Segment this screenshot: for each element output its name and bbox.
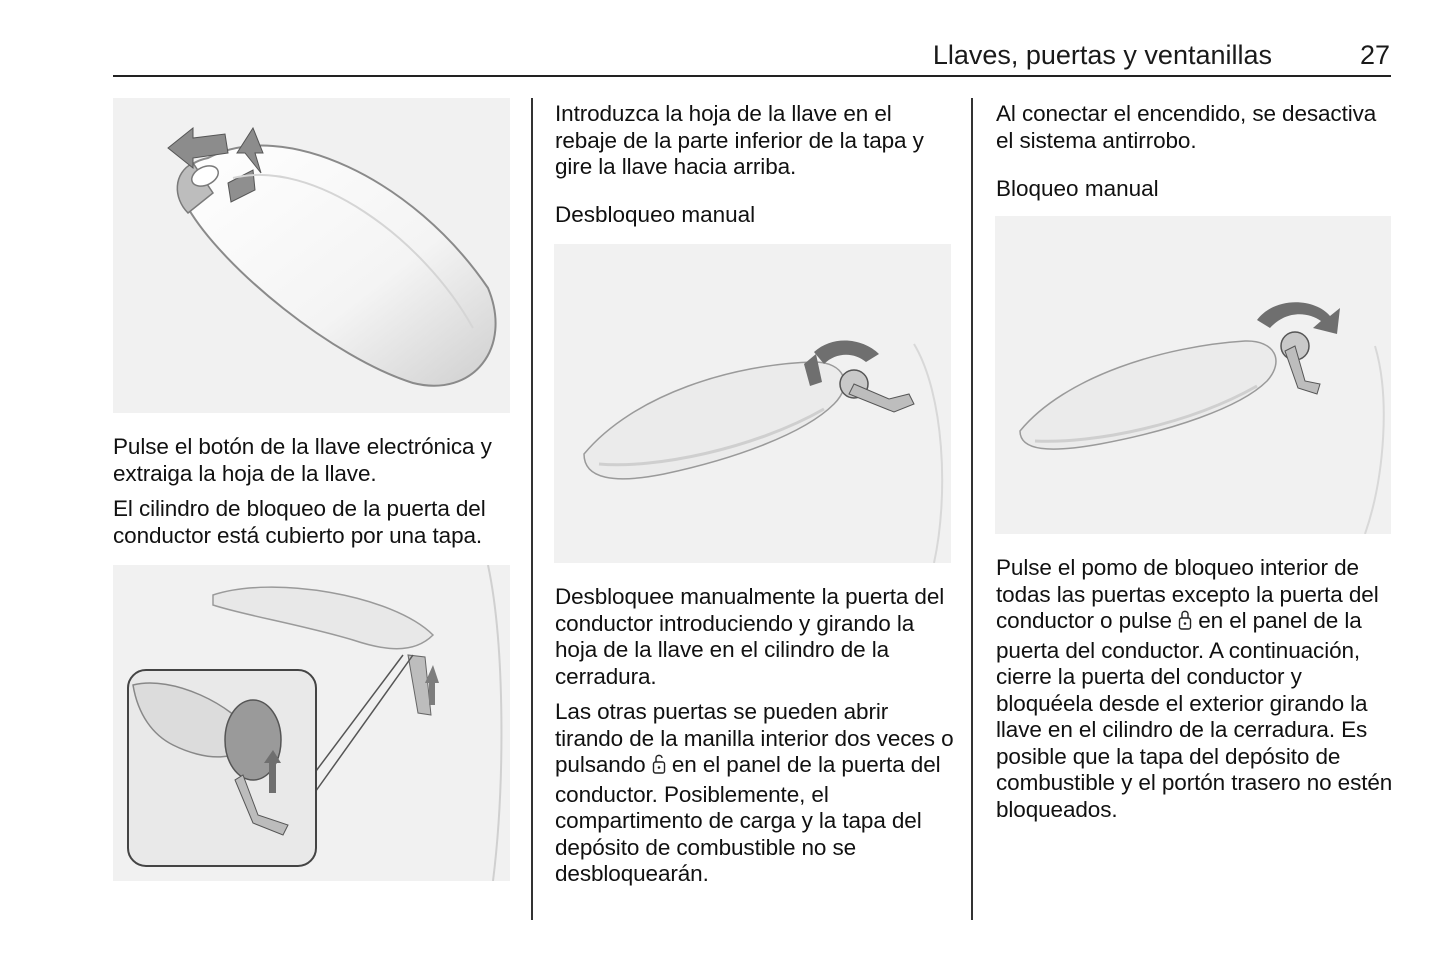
figure-manual-unlock — [554, 244, 951, 563]
figure-key-fob — [113, 98, 510, 413]
paragraph — [555, 699, 955, 888]
text: en el panel de la puerta del conductor. Posiblemente, el compartimento de carga y la tapa del depósito de combustible no se desbloquearán. — [555, 752, 941, 886]
column-divider-2 — [971, 98, 973, 920]
paragraph: Pulse el botón de la llave electrónica y extraiga la hoja de la llave. — [113, 434, 492, 486]
text: en el panel de la puerta del conductor. A continuación, cierre la puerta del conductor y bloquéela desde el exterior girando la llave en el cilindro de la cerradura. Es posible que la tapa del depósito de combustible y el portón trasero no estén bloqueados. — [996, 608, 1393, 822]
page-number: 27 — [1359, 40, 1390, 70]
figure-manual-lock — [995, 216, 1391, 534]
header-rule — [113, 75, 1391, 77]
paragraph: Introduzca la hoja de la llave en el rebaje de la parte inferior de la tapa y gire la llave hacia arriba. — [555, 101, 924, 179]
text: Pulse el pomo de bloqueo interior de todas las puertas excepto la puerta del conductor o pulse — [996, 555, 1379, 633]
figure-lock-cylinder-cover — [113, 565, 510, 881]
paragraph: Desbloquee manualmente la puerta del conductor introduciendo y girando la hoja de la llave en el cilindro de la cerradura. — [555, 584, 945, 689]
paragraph — [996, 555, 1394, 823]
section-heading-bloqueo: Bloqueo manual — [996, 176, 1159, 201]
section-heading-desbloqueo: Desbloqueo manual — [555, 201, 756, 227]
paragraph: Al conectar el encendido, se desactiva el sistema antirrobo. — [996, 101, 1377, 153]
text: Las otras puertas se pueden abrir tirando de la manilla interior dos veces o pulsando — [555, 699, 954, 777]
section-title: Llaves, puertas y ventanillas — [932, 40, 1272, 70]
column-divider-1 — [531, 98, 533, 920]
unlock-icon — [652, 753, 666, 782]
paragraph: El cilindro de bloqueo de la puerta del conductor está cubierto por una tapa. — [113, 496, 486, 548]
lock-icon — [1178, 609, 1192, 638]
